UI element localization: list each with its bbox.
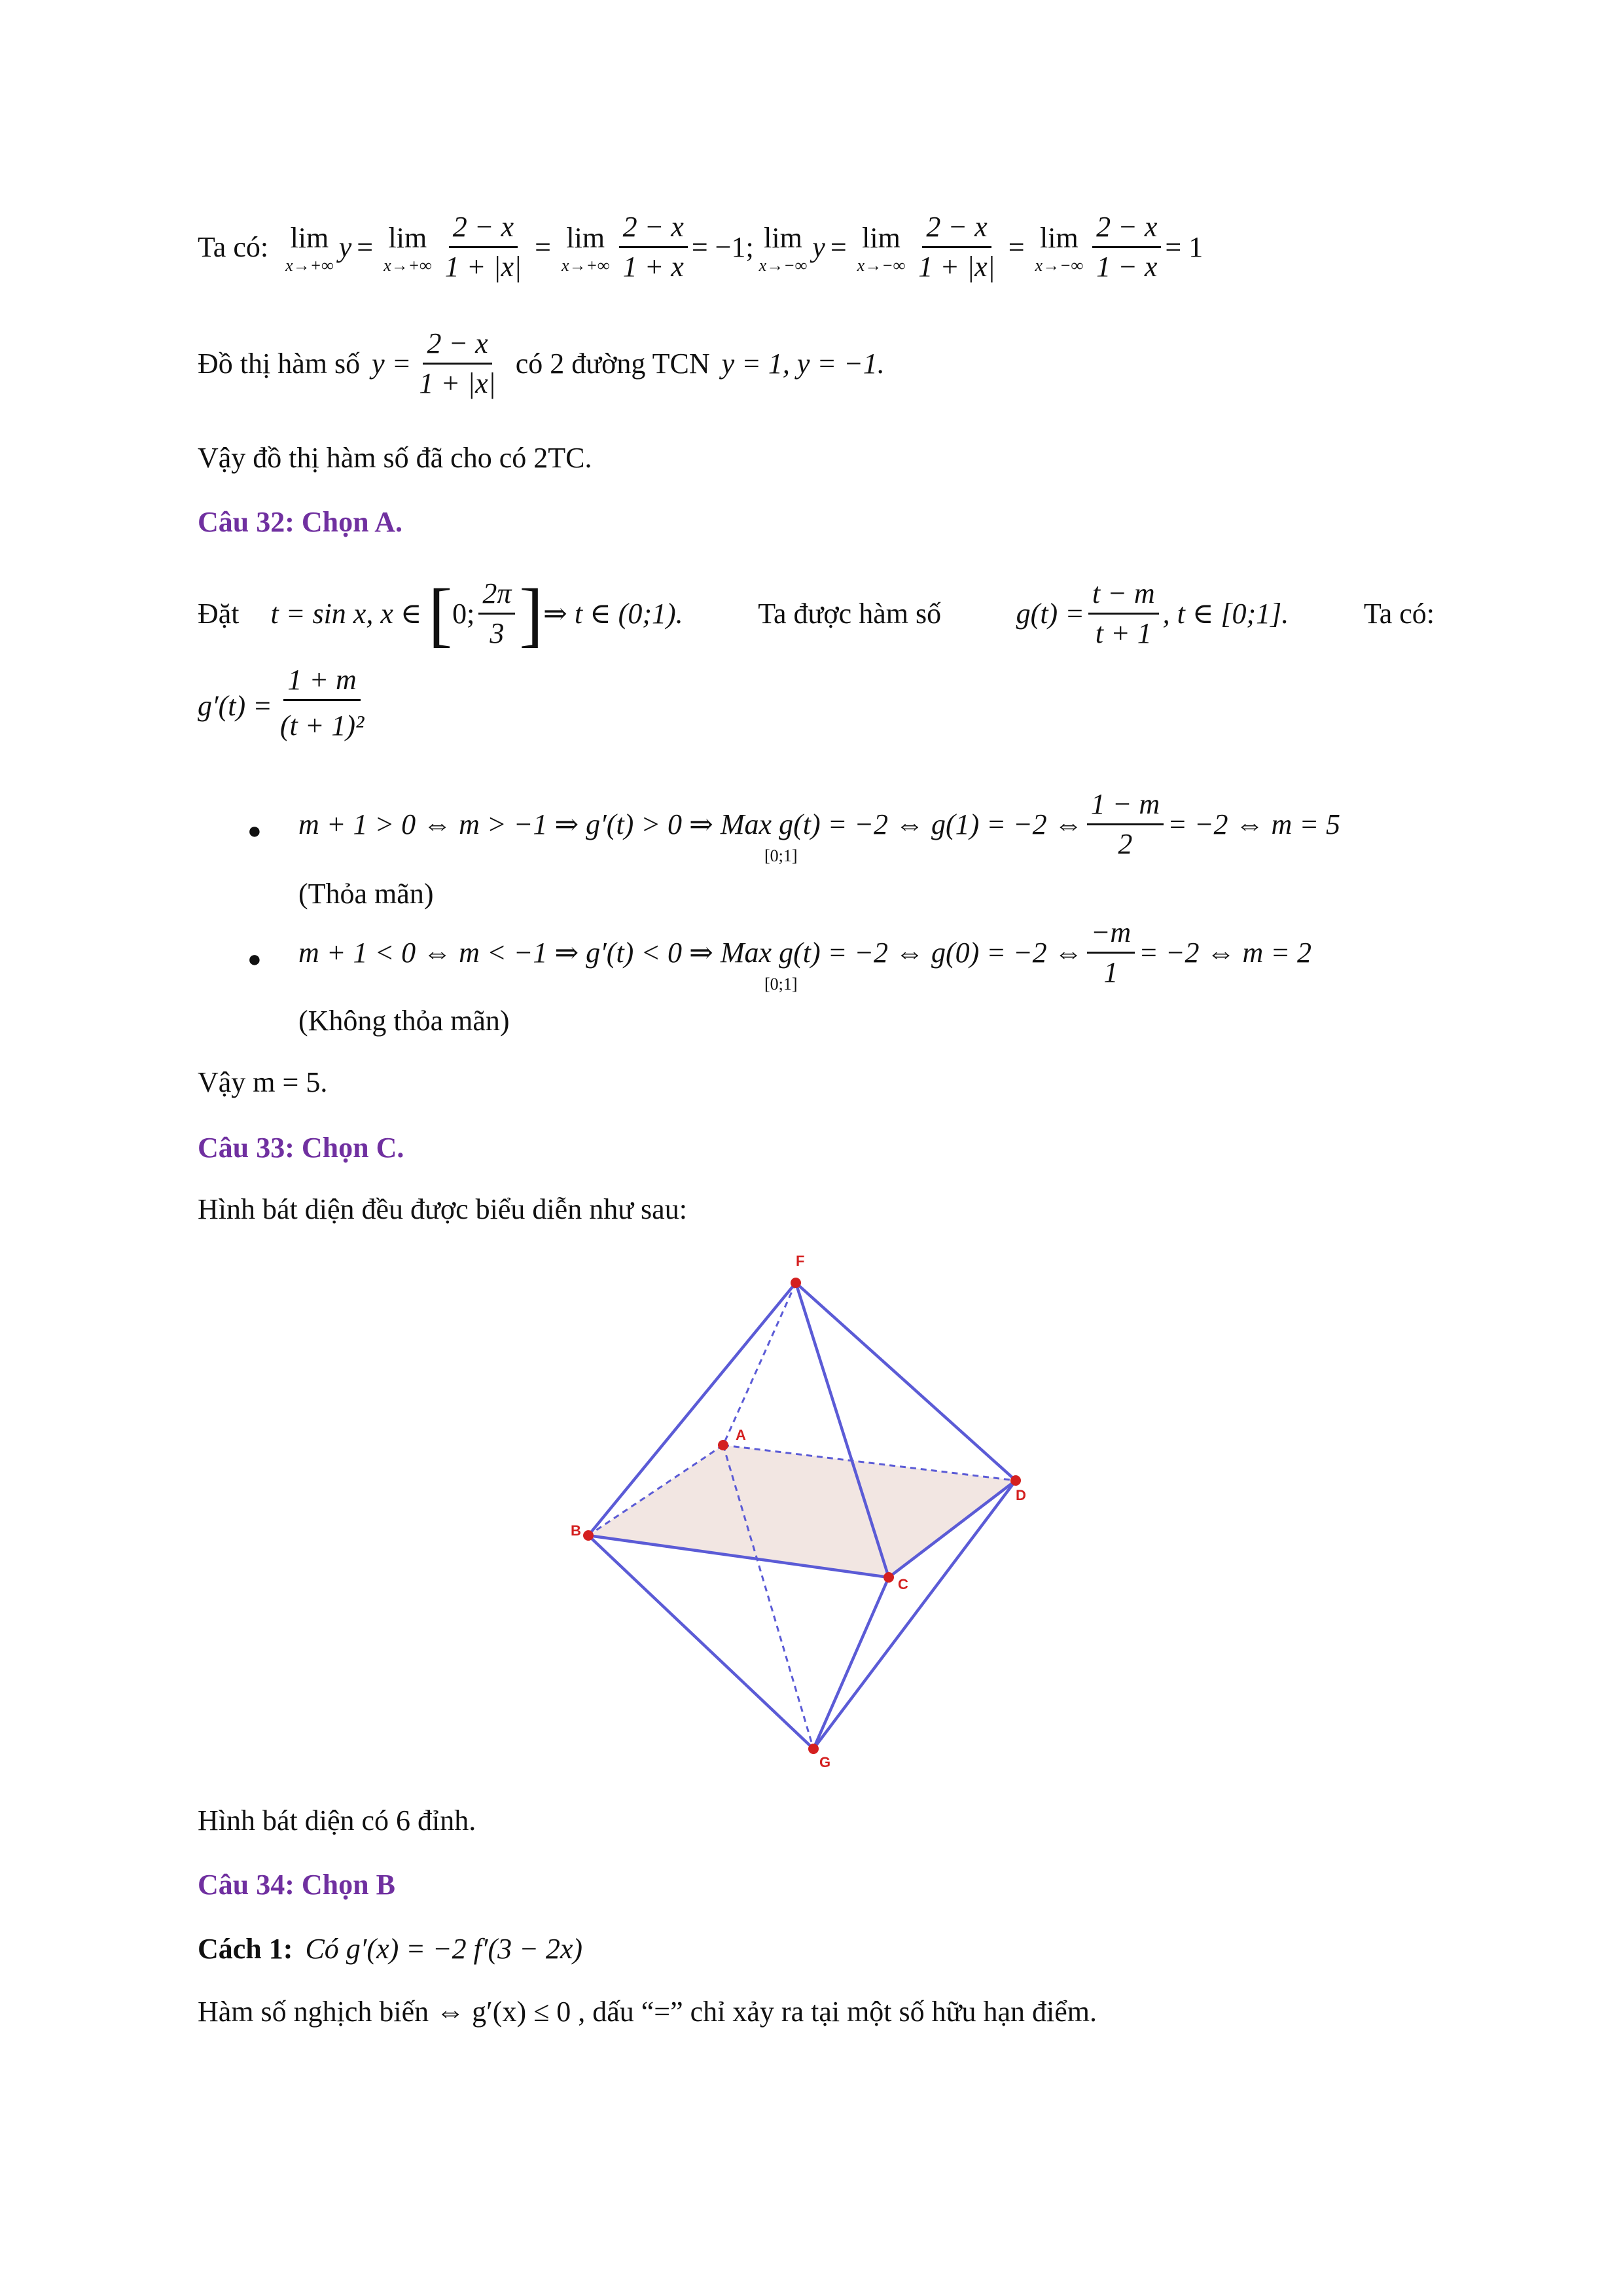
bracket-right: ]: [519, 573, 543, 654]
do-thi-prefix: Đồ thị hàm số: [198, 347, 361, 380]
limit-operator: lim x→−∞: [1035, 221, 1084, 275]
limit-value: = −1;: [691, 230, 754, 263]
gprime-line: [198, 661, 372, 751]
vertex-g-point: [808, 1744, 819, 1754]
g-domain: , t ∈ [0;1].: [1162, 597, 1289, 630]
tcn-values: y = 1, y = −1.: [721, 347, 885, 380]
case2-expr: m + 1 < 0 ⇔ m < −1 ⇒ g′(t) < 0 ⇒ Max g(t) = −2 ⇔ g(0) = −2 ⇔: [298, 936, 1083, 969]
octahedron-intro: Hình bát diện đều được biểu diễn như sau:: [198, 1193, 687, 1225]
limit-operator: lim x→+∞: [383, 221, 432, 275]
y-symbol: y: [812, 230, 825, 263]
cach1-label: Cách 1:: [198, 1933, 293, 1965]
case1-expr: m + 1 > 0 ⇔ m > −1 ⇒ g′(t) > 0 ⇒ Max g(t) = −2 ⇔ g(1) = −2 ⇔: [298, 808, 1083, 840]
bullet-icon: ●: [247, 817, 262, 844]
vertex-label-c: C: [898, 1576, 908, 1592]
octahedron-figure: [563, 1244, 1086, 1767]
fraction: $\frac{2 - x}{1 + x}$: [619, 208, 688, 286]
interval-zero: 0;: [452, 597, 475, 630]
limit-operator: lim x→+∞: [285, 221, 334, 275]
bullet-icon: ●: [247, 946, 262, 972]
equals-sign: =: [357, 230, 374, 263]
abcd-square-fill: [588, 1445, 1016, 1577]
case2-fraction: $\frac{-m}{1}$: [1087, 914, 1135, 992]
heading-cau-33: Câu 33: Chọn C.: [198, 1132, 404, 1164]
g-lhs: g(t) =: [1016, 597, 1084, 630]
gprime-fraction: $\frac{1 + m}{\text{(t + 1)²}}$: [276, 661, 368, 751]
substitution: t = sin x, x ∈: [270, 597, 422, 630]
conclusion-tc: Vậy đồ thị hàm số đã cho có 2TC.: [198, 442, 592, 474]
vertex-f-point: [791, 1278, 801, 1288]
cach1-text: Có g′(x) = −2 f′(3 − 2x): [305, 1933, 583, 1965]
limit-operator: lim x→−∞: [857, 221, 906, 275]
vertex-b-point: [583, 1530, 594, 1541]
limit-value: = 1: [1165, 230, 1204, 263]
case2-tail: = −2 ⇔ m = 2: [1139, 936, 1312, 969]
ta-co-end: Ta có:: [1363, 597, 1435, 630]
edge-bg: [588, 1535, 813, 1749]
vertex-label-d: D: [1016, 1487, 1026, 1503]
fraction: $\frac{2 - x}{1 + |x|}$: [415, 325, 499, 403]
equals-sign: =: [1008, 230, 1025, 263]
vertex-label-f: F: [796, 1253, 805, 1269]
ta-duoc: Ta được hàm số: [758, 597, 942, 630]
dat-line: [198, 575, 1435, 653]
edge-fd: [796, 1283, 1016, 1480]
octahedron-vertices-count: Hình bát diện có 6 đỉnh.: [198, 1804, 476, 1837]
dat-result: ⇒ t ∈ (0;1).: [543, 597, 683, 630]
case1-tail: = −2 ⇔ m = 5: [1168, 808, 1341, 840]
vertex-label-g: G: [819, 1754, 831, 1767]
limit-operator: lim x→−∞: [758, 221, 808, 275]
interval-fraction: $\frac{2\pi}{3}$: [478, 575, 515, 653]
vertex-label-a: A: [736, 1427, 746, 1443]
do-thi-suffix: có 2 đường TCN: [515, 347, 710, 380]
case2-line: [298, 914, 1311, 992]
gprime-lhs: g′(t) =: [198, 689, 272, 722]
vertex-a-point: [718, 1440, 728, 1450]
case2-max-sub: [0;1]: [764, 975, 798, 994]
dat-label: Đặt: [198, 597, 240, 630]
case2-note: (Không thỏa mãn): [298, 1005, 510, 1037]
cach1-line: [198, 1931, 582, 1967]
function-y-label: y =: [372, 347, 412, 380]
limits-line: [198, 208, 1203, 286]
ta-co-label: Ta có:: [198, 230, 269, 263]
heading-cau-32: Câu 32: Chọn A.: [198, 506, 402, 538]
case1-fraction: $\frac{1 - m}{2}$: [1087, 785, 1164, 863]
nghich-bien-line: Hàm số nghịch biến ⇔ g′(x) ≤ 0 , dấu “=” chỉ xảy ra tại một số hữu hạn điểm.: [198, 1996, 1097, 2028]
equals-sign: =: [535, 230, 551, 263]
vertex-c-point: [883, 1572, 894, 1583]
heading-cau-34: Câu 34: Chọn B: [198, 1869, 395, 1901]
y-symbol: y: [338, 230, 352, 263]
bracket-left: [: [428, 573, 453, 654]
equals-sign: =: [830, 230, 847, 263]
case1-line: [298, 785, 1340, 863]
vertex-label-b: B: [571, 1522, 581, 1539]
tcn-line: [198, 325, 885, 403]
vay-m: Vậy m = 5.: [198, 1066, 328, 1098]
g-fraction: $\frac{t - m}{t + 1}$: [1088, 575, 1159, 653]
case1-note: (Thỏa mãn): [298, 878, 434, 910]
edge-fa-hidden: [723, 1283, 796, 1445]
vertex-d-point: [1010, 1475, 1021, 1486]
fraction: $\frac{2 - x}{1 - x}$: [1092, 208, 1161, 286]
fraction: $\frac{2 - x}{1 + |x|}$: [441, 208, 526, 286]
limit-operator: lim x→+∞: [561, 221, 610, 275]
case1-max-sub: [0;1]: [764, 846, 798, 865]
fraction: $\frac{2 - x}{1 + |x|}$: [914, 208, 999, 286]
